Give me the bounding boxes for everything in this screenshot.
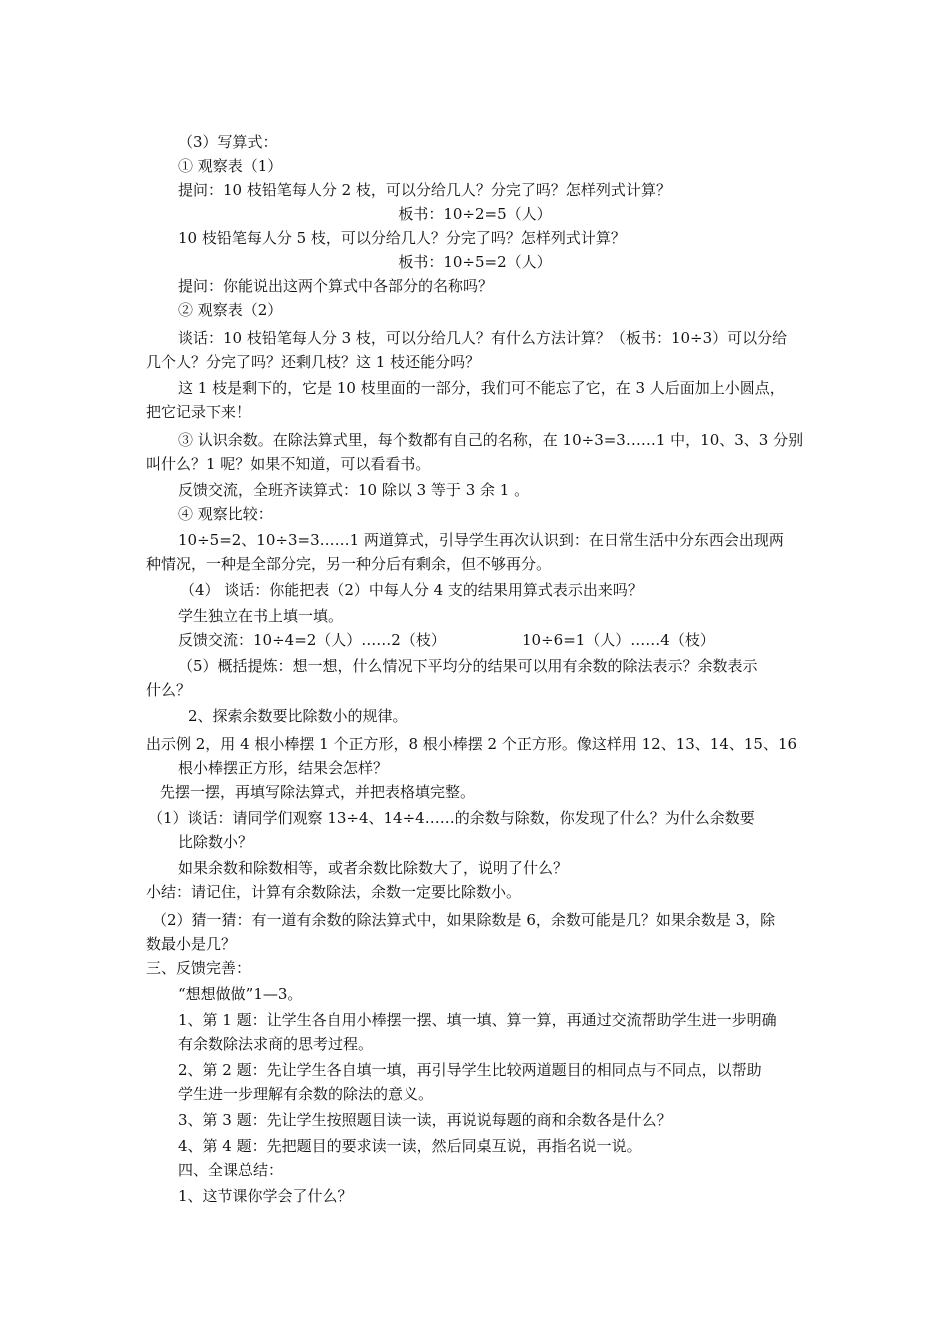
text-line: （4） 谈话：你能把表（2）中每人分 4 支的结果用算式表示出来吗？	[180, 581, 643, 599]
text-line: （3）写算式：	[178, 133, 278, 151]
text-line: 提问：10 枝铅笔每人分 2 枝，可以分给几人？分完了吗？怎样列式计算？	[178, 181, 671, 199]
text-line: 小结：请记住，计算有余数除法，余数一定要比除数小。	[146, 883, 522, 901]
text-line: 10÷6=1（人）……4（枝）	[522, 631, 715, 649]
text-line: ④ 观察比较：	[178, 505, 273, 523]
section-heading: 2、探索余数要比除数小的规律。	[188, 707, 408, 725]
text-line: 数最小是几？	[146, 935, 237, 953]
text-line: 谈话：10 枝铅笔每人分 3 枝，可以分给几人？有什么方法计算？（板书：10÷3）可以分给	[178, 329, 788, 347]
section-heading: 三、反馈完善：	[146, 959, 252, 977]
text-line: 比除数小？	[178, 833, 254, 851]
board-formula: 板书：10÷5=2（人）	[398, 253, 552, 271]
text-line: ③ 认识余数。在除法算式里，每个数都有自己的名称，在 10÷3=3……1 中，10、3、3 分别	[178, 431, 804, 449]
text-line: 1、这节课你学会了什么？	[178, 1187, 353, 1205]
text-line: 学生进一步理解有余数的除法的意义。	[178, 1085, 434, 1103]
text-line: ② 观察表（2）	[178, 301, 283, 319]
section-heading: 四、全课总结：	[178, 1161, 284, 1179]
text-line: 这 1 枝是剩下的，它是 10 枝里面的一部分，我们可不能忘了它，在 3 人后面加上小圆点，	[178, 379, 785, 397]
text-line: 如果余数和除数相等，或者余数比除数大了，说明了什么？	[178, 859, 569, 877]
text-line: 什么？	[146, 681, 192, 699]
text-line: 把它记录下来！	[146, 403, 252, 421]
text-line: 种情况，一种是全部分完，另一种分后有剩余，但不够再分。	[146, 555, 552, 573]
text-line: 4、第 4 题：先把题目的要求读一读，然后同桌互说，再指名说一说。	[178, 1137, 642, 1155]
text-line: （2）猜一猜：有一道有余数的除法算式中，如果除数是 6，余数可能是几？如果余数是 3，除	[152, 911, 776, 929]
text-line: 10 枝铅笔每人分 5 枝，可以分给几人？分完了吗？怎样列式计算？	[178, 229, 626, 247]
text-line: （5）概括提炼：想一想，什么情况下平均分的结果可以用有余数的除法表示？余数表示	[178, 657, 758, 675]
text-line: “想想做做”1—3。	[178, 985, 303, 1003]
text-line: 有余数除法求商的思考过程。	[178, 1035, 374, 1053]
text-line: 叫什么？1 呢？如果不知道，可以看看书。	[146, 455, 431, 473]
text-line: 10÷5=2、10÷3=3……1 两道算式，引导学生再次认识到：在日常生活中分东西会出现两	[178, 531, 784, 549]
text-line: （1）谈话：请同学们观察 13÷4、14÷4……的余数与除数，你发现了什么？为什么余数要	[148, 809, 755, 827]
text-line: 3、第 3 题：先让学生按照题目读一读，再说说每题的商和余数各是什么？	[178, 1111, 672, 1129]
text-line: 先摆一摆，再填写除法算式，并把表格填完整。	[160, 783, 476, 801]
text-line: 几个人？分完了吗？还剩几枝？这 1 枝还能分吗？	[146, 353, 481, 371]
board-formula: 板书：10÷2=5（人）	[398, 205, 552, 223]
text-line: 1、第 1 题：让学生各自用小棒摆一摆、填一填、算一算，再通过交流帮助学生进一步明确	[178, 1011, 777, 1029]
text-line: 提问：你能说出这两个算式中各部分的名称吗？	[178, 277, 494, 295]
text-line: 出示例 2，用 4 根小棒摆 1 个正方形，8 根小棒摆 2 个正方形。像这样用 12、13、14、15、16	[146, 735, 798, 753]
text-line: 反馈交流：10÷4=2（人）……2（枝）	[178, 631, 446, 649]
text-line: 根小棒摆正方形，结果会怎样？	[178, 759, 389, 777]
text-line: 反馈交流，全班齐读算式：10 除以 3 等于 3 余 1 。	[178, 481, 530, 499]
text-line: ① 观察表（1）	[178, 157, 283, 175]
text-line: 2、第 2 题：先让学生各自填一填，再引导学生比较两道题目的相同点与不同点，以帮助	[178, 1061, 762, 1079]
text-line: 学生独立在书上填一填。	[178, 607, 344, 625]
